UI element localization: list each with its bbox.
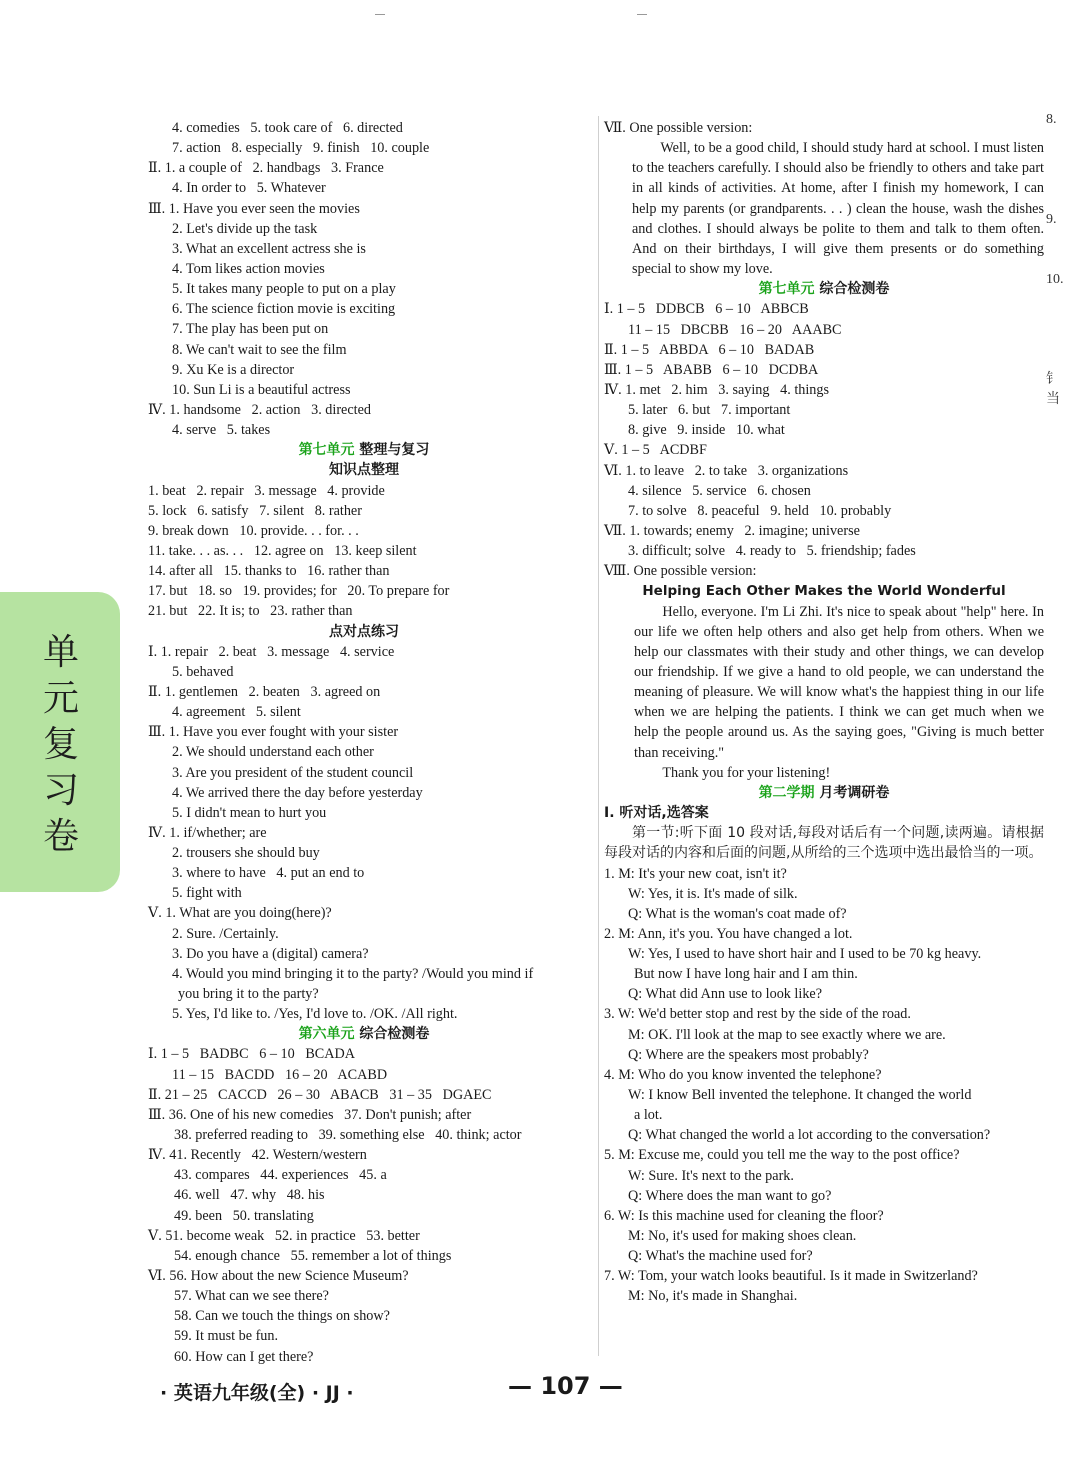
answer-line: you bring it to the party? — [178, 986, 319, 1003]
dialog-line: a lot. — [634, 1107, 663, 1124]
answer-line: 2. trousers she should buy — [172, 845, 320, 862]
answer-line: Ⅲ. 36. One of his new comedies 37. Don't punish; after — [148, 1106, 472, 1123]
dialog-line: 2. M: Ann, it's you. You have changed a lot. — [604, 925, 853, 942]
answer-line: Ⅵ. 56. How about the new Science Museum? — [148, 1268, 409, 1285]
answer-line: 7. The play has been put on — [172, 321, 329, 338]
dialog-line: 3. W: We'd better stop and rest by the side of the road. — [604, 1006, 911, 1023]
answer-line: 3. Do you have a (digital) camera? — [172, 945, 369, 962]
side-tab-title — [38, 630, 84, 860]
answer-line: 7. to solve 8. peaceful 9. held 10. probably — [628, 502, 892, 519]
answer-line: Ⅴ. 1 – 5 ACDBF — [604, 442, 707, 459]
answer-line: 1. beat 2. repair 3. message 4. provide — [148, 482, 385, 499]
answer-line: 2. Let's divide up the task — [172, 220, 318, 237]
crop-mark — [375, 14, 385, 15]
section-title: 点对点练习 — [329, 623, 399, 640]
section-title: 综合检测卷 — [354, 1026, 430, 1043]
section-unit-label: 第七单元 — [758, 281, 815, 298]
answer-line: Ⅶ. One possible version: — [604, 120, 753, 136]
side-tab-char: 复 — [42, 724, 79, 765]
answer-line: 8. We can't wait to see the film — [172, 341, 347, 358]
edge-fragment — [1046, 350, 1071, 370]
answer-line: Ⅳ. 1. handsome 2. action 3. directed — [148, 401, 371, 418]
answer-line: 14. after all 15. thanks to 16. rather than — [148, 563, 390, 580]
answer-line: Ⅰ. 1 – 5 BADBC 6 – 10 BCADA — [148, 1046, 356, 1063]
answer-line: 4. serve 5. takes — [172, 422, 271, 439]
section-heading — [148, 622, 580, 642]
edge-fragment: 10. — [1046, 272, 1064, 287]
answer-line: Ⅲ. 1. Have you ever seen the movies — [148, 200, 360, 217]
answer-line: 54. enough chance 55. remember a lot of things — [174, 1247, 452, 1264]
right-edge-column — [1046, 110, 1071, 1410]
answer-line: Ⅶ. 1. towards; enemy 2. imagine; universe — [604, 522, 860, 539]
answer-line: Ⅰ. 1. repair 2. beat 3. message 4. service — [148, 643, 395, 660]
answer-line: Ⅳ. 41. Recently 42. Western/western — [148, 1147, 367, 1164]
answer-line: 5. behaved — [172, 663, 234, 680]
answer-line: Ⅲ. 1 – 5 ABABB 6 – 10 DCDBA — [604, 361, 819, 378]
essay-one: Well, to be a good child, I should study hard at school. I must listen to the teachers carefully. I should also be friendly to others and take part in all kinds of activities. At home, after I finish my homework, I can help my parents (or grandparents. . . ) clean the house, wash the dishes and clothes. I should always be polite to them and talk to them often. And on their birthdays, I will give them presents or do something special to show my love. — [632, 140, 1044, 278]
answer-line: 4. comedies 5. took care of 6. directed — [172, 120, 403, 136]
column-divider — [598, 116, 599, 1356]
answer-line: Ⅵ. 1. to leave 2. to take 3. organizations — [604, 462, 849, 479]
answer-line: 4. Tom likes action movies — [172, 260, 325, 277]
section-title: 知识点整理 — [329, 462, 399, 479]
middle-column — [604, 118, 1044, 1307]
crop-mark — [637, 14, 647, 15]
listening-instructions: 第一节:听下面 10 段对话,每段对话后有一个问题,读两遍。请根据每段对话的内容和后面的问题,从所给的三个选项中选出最恰当的一项。 — [604, 825, 1044, 862]
section-heading — [604, 783, 1044, 803]
dialog-line: But now I have long hair and I am thin. — [634, 966, 858, 983]
side-tab-char: 卷 — [42, 816, 79, 857]
page-number: — 107 — — [508, 1372, 623, 1400]
dialog-line: M: No, it's used for making shoes clean. — [628, 1228, 857, 1245]
answer-line: 9. Xu Ke is a director — [172, 361, 295, 378]
answer-line: 4. Would you mind bringing it to the party? /Would you mind if — [172, 965, 534, 982]
essay-two-title: Helping Each Other Makes the World Wonderful — [642, 583, 1006, 600]
answer-line: 4. silence 5. service 6. chosen — [628, 482, 811, 499]
dialog-line: W: Yes, it is. It's made of silk. — [628, 885, 798, 902]
answer-line: Ⅱ. 21 – 25 CACCD 26 – 30 ABACB 31 – 35 DGAEC — [148, 1086, 492, 1103]
answer-line: 3. where to have 4. put an end to — [172, 865, 365, 882]
edge-fragment — [1046, 170, 1071, 190]
answer-line: Ⅳ. 1. met 2. him 3. saying 4. things — [604, 381, 830, 398]
answer-line: 57. What can we see there? — [174, 1288, 329, 1305]
section-heading — [148, 440, 580, 460]
edge-fragment: 钅 — [1046, 372, 1060, 387]
edge-fragment: 8. — [1046, 112, 1057, 127]
edge-fragment — [1046, 190, 1071, 210]
section-heading — [148, 460, 580, 480]
answer-line: Ⅴ. 1. What are you doing(here)? — [148, 905, 332, 922]
answer-line: 4. We arrived there the day before yesterday — [172, 784, 423, 801]
answer-line: 5. lock 6. satisfy 7. silent 8. rather — [148, 502, 362, 519]
dialog-line: 7. W: Tom, your watch looks beautiful. Is it made in Switzerland? — [604, 1268, 978, 1285]
edge-fragment — [1046, 310, 1071, 330]
dialog-line: W: Sure. It's next to the park. — [628, 1167, 794, 1184]
answer-line: 10. Sun Li is a beautiful actress — [172, 381, 351, 398]
dialog-line: W: Yes, I used to have short hair and I used to be 70 kg heavy. — [628, 946, 982, 963]
edge-fragment — [1046, 250, 1071, 270]
answer-line: 3. difficult; solve 4. ready to 5. friendship; fades — [628, 543, 916, 560]
edge-fragment — [1046, 330, 1071, 350]
answer-line: Ⅱ. 1. gentlemen 2. beaten 3. agreed on — [148, 683, 381, 700]
answer-line: 8. give 9. inside 10. what — [628, 422, 785, 439]
section-unit-label: 第七单元 — [298, 442, 355, 459]
dialog-line: 5. M: Excuse me, could you tell me the way to the post office? — [604, 1147, 960, 1164]
answer-line: 11 – 15 DBCBB 16 – 20 AAABC — [628, 321, 842, 338]
answer-line: 17. but 18. so 19. provides; for 20. To prepare for — [148, 583, 450, 600]
answer-line: 4. agreement 5. silent — [172, 704, 301, 721]
section-title: 整理与复习 — [354, 442, 430, 459]
answer-line: Ⅴ. 51. become weak 52. in practice 53. better — [148, 1227, 420, 1244]
dialog-line: 1. M: It's your new coat, isn't it? — [604, 865, 787, 882]
answer-line: 2. Sure. /Certainly. — [172, 925, 279, 942]
section-title: 月考调研卷 — [814, 784, 890, 801]
answer-line: 21. but 22. It is; to 23. rather than — [148, 603, 353, 620]
answer-line: 60. How can I get there? — [174, 1348, 314, 1365]
side-tab-char: 元 — [42, 678, 79, 719]
answer-line: 6. The science fiction movie is exciting — [172, 301, 396, 318]
answer-line: Ⅲ. 1. Have you ever fought with your sister — [148, 724, 399, 741]
answer-line: 43. compares 44. experiences 45. a — [174, 1167, 387, 1184]
answer-line: 4. In order to 5. Whatever — [172, 180, 326, 197]
edge-fragment — [1046, 130, 1071, 150]
answer-line: 3. What an excellent actress she is — [172, 240, 366, 257]
essay-two: Hello, everyone. I'm Li Zhi. It's nice to speak about "help" here. In our life we often help others and also get help from others. When we help our classmates with their study and other things, we can develop our friendship. If we give a hand to old people, we can understand the meaning of pleasure. We will know what's the happiest thing in our life when we are helping the patients. I think we can get much when we help the people around us. As the saying goes, "Giving is much better than receiving." Thank you for your listening! — [634, 603, 1044, 781]
edge-fragment: 9. — [1046, 212, 1057, 227]
answer-line: 5. fight with — [172, 885, 242, 902]
answer-line: 3. Are you president of the student council — [172, 764, 414, 781]
answer-line: 11 – 15 BACDD 16 – 20 ACABD — [172, 1066, 388, 1083]
answer-line: 38. preferred reading to 39. something else 40. think; actor — [174, 1127, 522, 1144]
edge-fragment: 当 — [1046, 392, 1060, 407]
dialog-line: Q: Where are the speakers most probably? — [628, 1046, 869, 1063]
answer-line: 5. later 6. but 7. important — [628, 402, 791, 419]
section-heading — [148, 1024, 580, 1044]
answer-line: 59. It must be fun. — [174, 1328, 279, 1345]
dialog-line: 4. M: Who do you know invented the telephone? — [604, 1066, 882, 1083]
dialog-line: Q: What's the machine used for? — [628, 1248, 813, 1265]
left-column — [148, 118, 580, 1367]
answer-line: Ⅰ. 1 – 5 DDBCB 6 – 10 ABBCB — [604, 301, 809, 318]
edge-fragment — [1046, 230, 1071, 250]
dialog-line: Q: What did Ann use to look like? — [628, 986, 823, 1003]
dialog-line: Q: What changed the world a lot according to the conversation? — [628, 1127, 991, 1144]
answer-line: 7. action 8. especially 9. finish 10. couple — [172, 140, 430, 157]
section-title: 综合检测卷 — [814, 281, 890, 298]
answer-line: 5. Yes, I'd like to. /Yes, I'd love to. /OK. /All right. — [172, 1006, 458, 1023]
answer-line: 9. break down 10. provide. . . for. . . — [148, 522, 359, 539]
answer-line: 5. I didn't mean to hurt you — [172, 804, 327, 821]
answer-line: 58. Can we touch the things on show? — [174, 1308, 390, 1325]
section-unit-label: 第六单元 — [298, 1026, 355, 1043]
edge-fragment — [1046, 290, 1071, 310]
side-tab-char: 单 — [42, 632, 79, 673]
dialog-line: M: OK. I'll look at the map to see exactly where we are. — [628, 1026, 946, 1043]
dialog-line: M: No, it's made in Shanghai. — [628, 1288, 798, 1305]
side-tab-char: 习 — [42, 770, 79, 811]
answer-line: Ⅳ. 1. if/whether; are — [148, 824, 267, 841]
answer-line: 49. been 50. translating — [174, 1207, 314, 1224]
answer-line: 11. take. . . as. . . 12. agree on 13. keep silent — [148, 542, 417, 559]
dialog-line: W: I know Bell invented the telephone. It changed the world — [628, 1087, 972, 1104]
section-heading — [604, 279, 1044, 299]
answer-line: Ⅷ. One possible version: — [604, 563, 757, 580]
dialog-line: 6. W: Is this machine used for cleaning the floor? — [604, 1207, 884, 1224]
section-unit-label: 第二学期 — [758, 784, 815, 801]
part-heading: Ⅰ. 听对话,选答案 — [604, 805, 709, 822]
answer-line: 2. We should understand each other — [172, 744, 374, 761]
dialog-line: Q: Where does the man want to go? — [628, 1187, 832, 1204]
edge-fragment — [1046, 150, 1071, 170]
answer-line: 46. well 47. why 48. his — [174, 1187, 325, 1204]
answer-line: 5. It takes many people to put on a play — [172, 281, 396, 298]
answer-line: Ⅱ. 1. a couple of 2. handbags 3. France — [148, 160, 384, 177]
dialog-line: Q: What is the woman's coat made of? — [628, 905, 847, 922]
answer-line: Ⅱ. 1 – 5 ABBDA 6 – 10 BADAB — [604, 341, 815, 358]
book-label: · 英语九年级(全) · JJ · — [160, 1382, 354, 1404]
